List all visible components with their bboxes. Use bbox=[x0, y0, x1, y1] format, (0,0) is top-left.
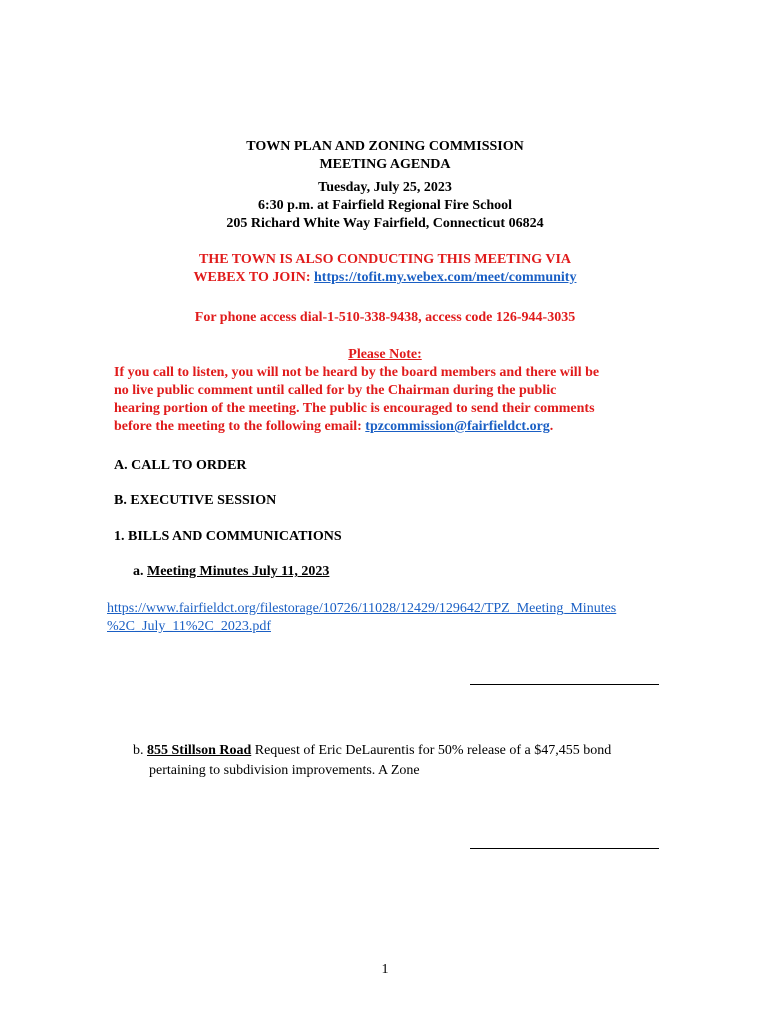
item-b-text: Request of Eric DeLaurentis for 50% release of a $47,455 bond bbox=[251, 743, 612, 758]
agenda-executive-session: B. EXECUTIVE SESSION bbox=[114, 493, 277, 508]
page-number: 1 bbox=[381, 962, 389, 977]
webex-link[interactable]: https://tofit.my.webex.com/meet/community bbox=[314, 270, 577, 285]
webex-prefix: WEBEX TO JOIN: bbox=[193, 270, 314, 285]
item-b-prefix: b. bbox=[133, 743, 147, 758]
note-line-1: If you call to listen, you will not be heard by the board members and there will be bbox=[114, 365, 600, 380]
note-line-3: hearing portion of the meeting. The public is encouraged to send their comments bbox=[114, 401, 595, 416]
meeting-date: Tuesday, July 25, 2023 bbox=[318, 180, 452, 195]
webex-notice-line1: THE TOWN IS ALSO CONDUCTING THIS MEETING VIA bbox=[198, 252, 571, 267]
email-link[interactable]: tpzcommission@fairfieldct.org bbox=[365, 419, 550, 434]
meeting-title: TOWN PLAN AND ZONING COMMISSION bbox=[246, 139, 524, 154]
note-heading: Please Note: bbox=[348, 347, 422, 362]
meeting-time-place: 6:30 p.m. at Fairfield Regional Fire School bbox=[257, 198, 513, 213]
item-a-title: Meeting Minutes July 11, 2023 bbox=[147, 564, 330, 579]
note-line-4-suffix: . bbox=[549, 419, 554, 434]
note-line-4 bbox=[114, 418, 553, 436]
webex-notice-line2 bbox=[0, 269, 770, 287]
signature-line-a bbox=[470, 684, 659, 685]
item-b-title: 855 Stillson Road bbox=[147, 743, 252, 758]
phone-access: For phone access dial-1-510-338-9438, access code 126-944-3035 bbox=[194, 310, 576, 325]
meeting-subtitle: MEETING AGENDA bbox=[319, 157, 451, 172]
item-a bbox=[133, 563, 329, 581]
meeting-address: 205 Richard White Way Fairfield, Connecticut 06824 bbox=[226, 216, 544, 231]
note-line-2: no live public comment until called for by the Chairman during the public bbox=[114, 383, 557, 398]
minutes-link-line1[interactable]: https://www.fairfieldct.org/filestorage/10726/11028/12429/129642/TPZ_Meeting_Minutes bbox=[107, 601, 617, 616]
note-line-4-text: before the meeting to the following email: bbox=[114, 419, 366, 434]
item-a-prefix: a. bbox=[133, 564, 147, 579]
item-b bbox=[133, 742, 611, 760]
minutes-link-line2[interactable]: %2C_July_11%2C_2023.pdf bbox=[107, 619, 271, 634]
signature-line-b bbox=[470, 848, 659, 849]
item-b-text-line2: pertaining to subdivision improvements. A Zone bbox=[149, 763, 420, 778]
agenda-bills-communications: 1. BILLS AND COMMUNICATIONS bbox=[114, 529, 342, 544]
agenda-call-to-order: A. CALL TO ORDER bbox=[114, 458, 247, 473]
